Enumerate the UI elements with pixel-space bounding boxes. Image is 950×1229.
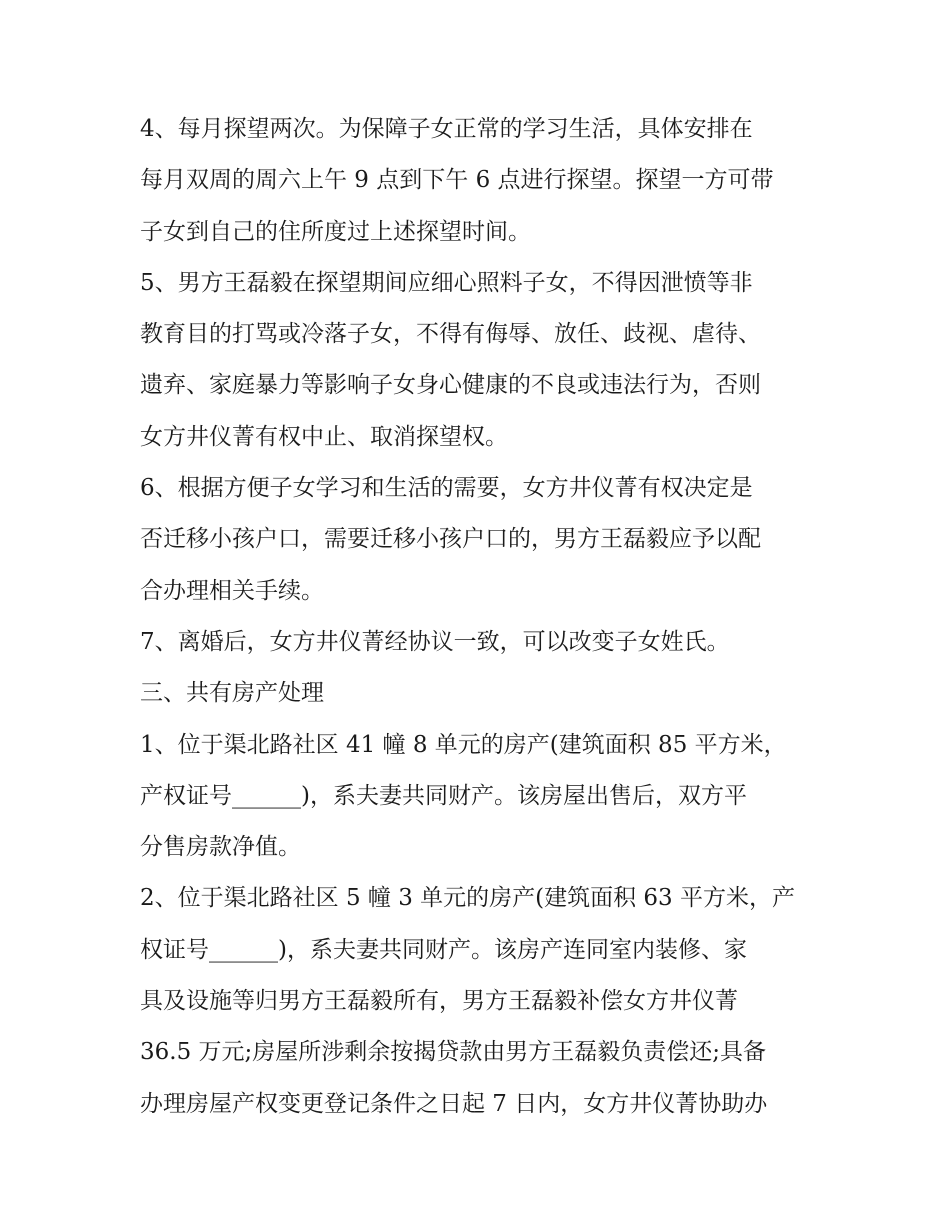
text-line: 7、离婚后，女方井仪菁经协议一致，可以改变子女姓氏。 [140, 628, 730, 655]
text-line: 产权证号______)，系夫妻共同财产。该房屋出售后，双方平 [140, 782, 747, 809]
text-line: 子女到自己的住所度过上述探望时间。 [140, 218, 531, 245]
text-line: 具及设施等归男方王磊毅所有，男方王磊毅补偿女方井仪菁 [140, 988, 738, 1015]
text-line: 合办理相关手续。 [140, 577, 324, 604]
text-line: 分售房款净值。 [140, 834, 301, 861]
text-line: 6、根据方便子女学习和生活的需要，女方井仪菁有权决定是 [140, 475, 753, 502]
document-body [140, 104, 830, 1130]
text-line: 办理房屋产权变更登记条件之日起 7 日内，女方井仪菁协助办 [140, 1090, 768, 1117]
text-line: 遗弃、家庭暴力等影响子女身心健康的不良或违法行为，否则 [140, 372, 761, 399]
section-heading: 三、共有房产处理 [140, 680, 324, 707]
text-line: 否迁移小孩户口，需要迁移小孩户口的，男方王磊毅应予以配 [140, 526, 761, 553]
text-line: 教育目的打骂或冷落子女，不得有侮辱、放任、歧视、虐待、 [140, 321, 761, 348]
text-line: 36.5 万元;房屋所涉剩余按揭贷款由男方王磊毅负责偿还;具备 [140, 1039, 767, 1066]
text-line: 权证号______)，系夫妻共同财产。该房产连同室内装修、家 [140, 936, 747, 963]
text-line: 2、位于渠北路社区 5 幢 3 单元的房产(建筑面积 63 平方米，产 [140, 885, 796, 912]
text-line: 4、每月探望两次。为保障子女正常的学习生活，具体安排在 [140, 116, 753, 142]
text-line: 5、男方王磊毅在探望期间应细心照料子女，不得因泄愤等非 [140, 269, 753, 296]
text-line: 每月双周的周六上午 9 点到下午 6 点进行探望。探望一方可带 [140, 167, 774, 194]
text-line: 1、位于渠北路社区 41 幢 8 单元的房产(建筑面积 85 平方米， [140, 731, 787, 758]
text-line: 女方井仪菁有权中止、取消探望权。 [140, 423, 508, 450]
